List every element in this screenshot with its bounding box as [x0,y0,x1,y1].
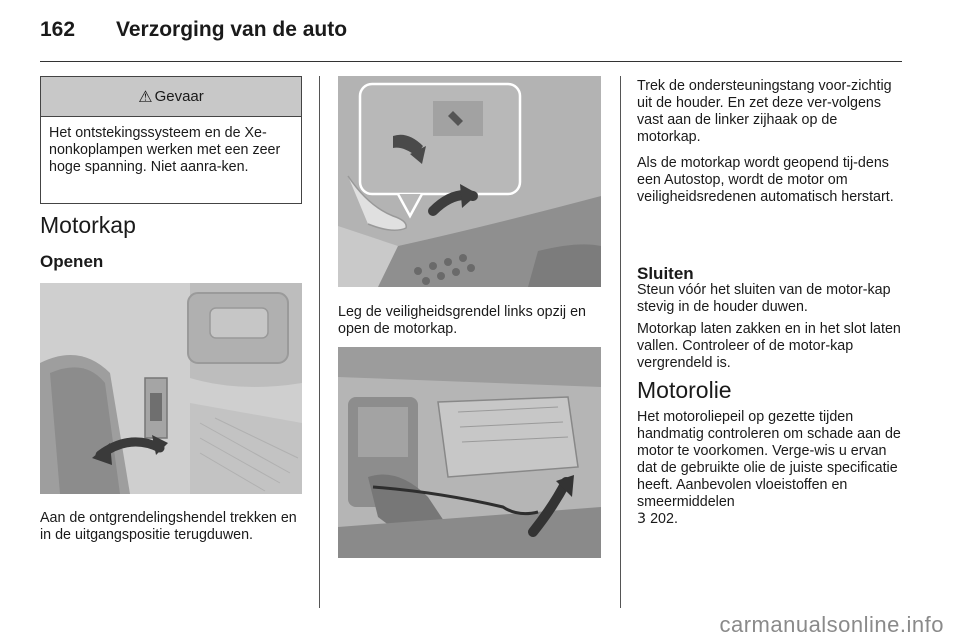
paragraph-support-rod: Trek de ondersteuningstang voor-zichtig uit de houder. En zet deze ver-volgens vast aan de linker zijhaak op de motorkap. [637,78,892,145]
warning-triangle-icon: ⚠ [138,88,153,106]
warning-title: Gevaar [154,88,204,105]
chapter-title: Verzorging van de auto [116,18,348,41]
site-watermark: carmanualsonline.info [719,612,944,637]
paragraph-autostop: Als de motorkap wordt geopend tij-dens een Autostop, wordt de motor om veiligheidsredenen automatisch herstart. [637,155,894,205]
header-divider [40,61,902,62]
page-reference-link[interactable]: 202. [650,511,678,527]
section-title-motorkap: Motorkap [40,212,136,238]
column-divider-left [319,76,320,608]
subsection-title-sluiten: Sluiten [637,264,694,283]
caption-safety-catch: Leg de veiligheidsgrendel links opzij en open de motorkap. [338,304,586,337]
column-divider-right [620,76,621,608]
section-title-motorolie: Motorolie [637,377,732,403]
paragraph-oil-level [637,409,903,528]
hood-support-rod-illustration [338,347,601,558]
warning-header [41,77,301,117]
hood-latch-illustration [338,76,601,287]
paragraph-close-1: Steun vóór het sluiten van de motor-kap stevig in de houder duwen. [637,282,891,315]
danger-warning-box [40,76,302,204]
oil-paragraph-text: Het motoroliepeil op gezette tijden handmatig controleren om schade aan de motor te voorkomen. Verge-wis u ervan dat de gebruikte olie de juiste specificatie heeft. Aanbevolen vloeistoffen en smeermiddelen [637,409,901,510]
page-number: 162 [40,18,76,41]
caption-release-lever: Aan de ontgrendelingshendel trekken en in de uitgangspositie terugduwen. [40,510,297,543]
page-reference-arrow-icon: 3 [637,511,647,527]
subsection-title-openen: Openen [40,252,104,271]
page-header [40,18,347,48]
warning-text: Het ontstekingssysteem en de Xe-nonkoplampen werken met een zeer hoge spanning. Niet aanra-ken. [49,125,281,175]
paragraph-close-2: Motorkap laten zakken en in het slot laten vallen. Controleer of de motor-kap vergrendeld is. [637,321,901,371]
release-lever-illustration [40,283,302,494]
